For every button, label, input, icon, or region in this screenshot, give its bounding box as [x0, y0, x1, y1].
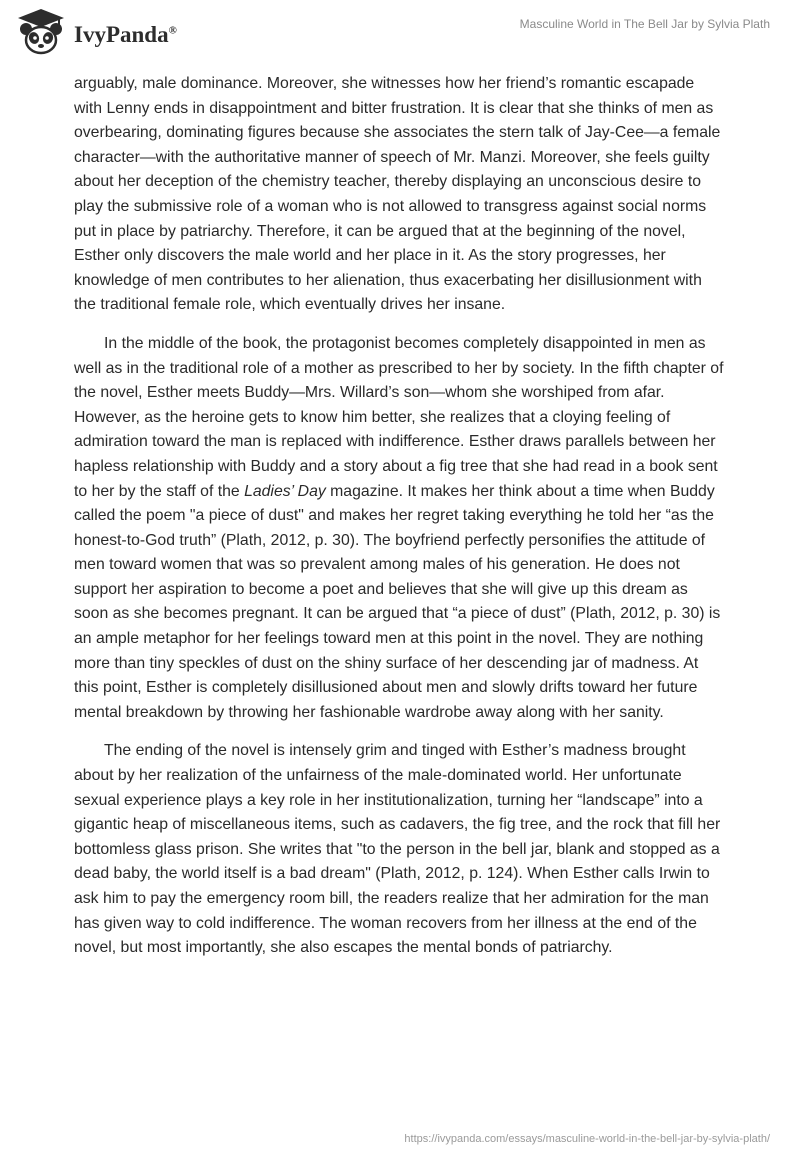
- registered-mark: ®: [168, 24, 177, 37]
- document-title: Masculine World in The Bell Jar by Sylvia Plath: [519, 17, 770, 31]
- essay-body: [74, 72, 724, 975]
- panda-graduate-icon: [14, 7, 68, 62]
- magazine-title: Ladies’ Day: [244, 482, 326, 500]
- page-header: [0, 0, 800, 70]
- paragraph-2-part-1: In the middle of the book, the protagonist becomes completely disappointed in men as well as in the traditional role of a mother as prescribed to her by society. In the fifth chapter of the novel, Esther meets Buddy—Mrs. Willard’s son—whom she worshiped from afar. However, as the heroine gets to know him better, she realizes that a cloying feeling of admiration toward the man is replaced with indifference. Esther draws parallels between her hapless relationship with Buddy and a story about a fig tree that she had read in a book sent to her by the staff of the: [74, 334, 724, 500]
- paragraph-2-part-2: magazine. It makes her think about a time when Buddy called the poem "a piece of dust" and makes her regret taking everything he told her “as the honest-to-God truth” (Plath, 2012, p. 30). The boyfriend perfectly personifies the attitude of men toward women that was so prevalent among males of his generation. He does not support her aspiration to become a poet and believes that she will give up this dream as soon as she becomes pregnant. It can be argued that “a piece of dust” (Plath, 2012, p. 30) is an ample metaphor for her feelings toward men at this point in the novel. They are nothing more than tiny speckles of dust on the shiny surface of her descending jar of madness. At this point, Esther is completely disillusioned about men and slowly drifts toward her future mental breakdown by throwing her fashionable wardrobe away along with her sanity.: [74, 482, 721, 721]
- source-url[interactable]: https://ivypanda.com/essays/masculine-world-in-the-bell-jar-by-sylvia-plath/: [404, 1133, 770, 1145]
- paragraph-3: The ending of the novel is intensely grim and tinged with Esther’s madness brought about by her realization of the unfairness of the male-dominated world. Her unfortunate sexual experience plays a key role in her institutionalization, turning her “landscape” into a gigantic heap of miscellaneous items, such as cadavers, the fig tree, and the rock that fill her bottomless glass prison. She writes that "to the person in the bell jar, blank and stopped as a dead baby, the world itself is a bad dream" (Plath, 2012, p. 124). When Esther calls Irwin to ask him to pay the emergency room bill, the readers realize that her admiration for the man has given way to cold indifference. The woman recovers from her illness at the end of the novel, but most importantly, she also escapes the mental bonds of patriarchy.: [74, 742, 721, 957]
- paragraph-1: arguably, male dominance. Moreover, she witnesses how her friend’s romantic escapade with Lenny ends in disappointment and bitter frustration. It is clear that she thinks of men as overbearing, dominating figures because she associates the stern talk of Jay-Cee—a female character—with the authoritative manner of speech of Mr. Manzi. Moreover, she feels guilty about her deception of the chemistry teacher, thereby displaying an unconscious desire to play the submissive role of a woman who is not allowed to transgress against social norms put in place by patriarchy. Therefore, it can be argued that at the beginning of the novel, Esther only discovers the male world and her place in it. As the story progresses, her knowledge of men contributes to her alienation, thus exacerbating her disillusionment with the traditional female role, which eventually drives her insane.: [74, 75, 721, 314]
- brand-logo[interactable]: [14, 8, 177, 60]
- brand-name: IvyPanda®: [74, 22, 177, 47]
- paragraph-2: [74, 332, 724, 726]
